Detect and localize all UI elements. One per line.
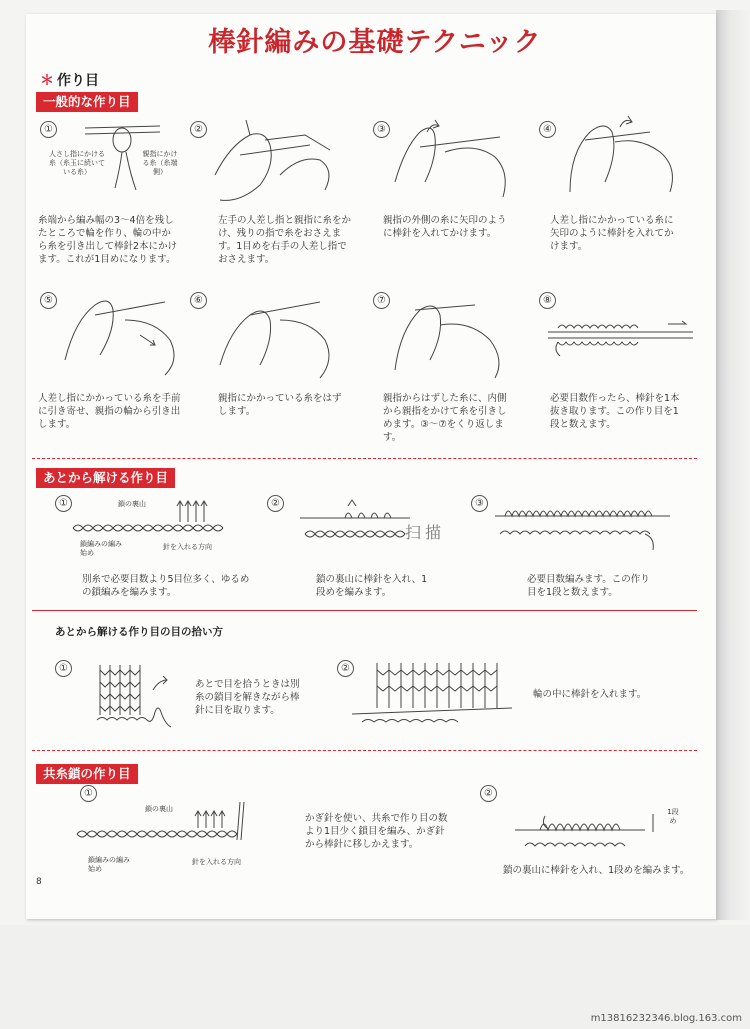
label-needle-direction: 針を入れる方向 bbox=[163, 543, 212, 551]
step-text: 別糸で必要目数より5目位多く、ゆるめの鎖編みを編みます。 bbox=[82, 574, 250, 598]
illustration-pickup-1 bbox=[95, 660, 185, 740]
step-number: ② bbox=[480, 785, 497, 802]
step-number: ⑥ bbox=[190, 292, 207, 309]
step-number: ① bbox=[55, 660, 72, 677]
scan-stamp: 扫描 bbox=[405, 523, 446, 542]
section-heading: ＊ 作り目 bbox=[40, 73, 99, 89]
step-number: ⑤ bbox=[40, 292, 57, 309]
step-text: 鎖の裏山に棒針を入れ、1段めを編みます。 bbox=[316, 574, 428, 598]
illustration-step-4 bbox=[560, 112, 690, 207]
illustration-step-3 bbox=[385, 112, 515, 207]
step-text: 鎖の裏山に棒針を入れ、1段めを編みます。 bbox=[503, 865, 690, 876]
step-text: あとで目を拾うときは別糸の鎖目を解きながら棒針に目を取ります。 bbox=[195, 679, 300, 716]
step-text: 輪の中に棒針を入れます。 bbox=[533, 689, 647, 700]
label-chain-start: 鎖編みの編み始め bbox=[80, 540, 122, 557]
step-text: 左手の人差し指と親指に糸をかけ、残りの指で糸をおさえます。1目めを右手の人差し指でおさえます。 bbox=[218, 215, 352, 265]
illustration-removable-3 bbox=[495, 498, 675, 553]
step-text: 親指にかかっている糸をはずします。 bbox=[218, 393, 342, 417]
asterisk-icon: ＊ bbox=[40, 73, 54, 89]
label-needle-direction: 針を入れる方向 bbox=[192, 858, 241, 866]
step-text: 必要目数編みます。この作り目を1段と数えます。 bbox=[527, 574, 650, 598]
page-number: 8 bbox=[36, 877, 42, 887]
page-title: 棒針編みの基礎テクニック bbox=[208, 27, 542, 58]
step-text: 人差し指にかかっている糸を手前に引き寄せ、親指の輪から引き出します。 bbox=[38, 393, 181, 430]
label-row-1: 1段め bbox=[667, 808, 679, 825]
step-number: ③ bbox=[373, 121, 390, 138]
step-text: 人差し指にかかっている糸に矢印のように棒針を入れてかけます。 bbox=[550, 215, 674, 252]
step-text: 糸端から編み幅の3〜4倍を残したところで輪を作り、輪の中から糸を引き出して棒針2本にかけます。これが1目めになります。 bbox=[38, 215, 178, 265]
watermark-text: m13816232346.blog.163.com bbox=[590, 1013, 742, 1024]
illustration-removable-1 bbox=[68, 500, 238, 545]
divider bbox=[32, 458, 697, 459]
label-urayama: 鎖の裏山 bbox=[145, 805, 173, 813]
yarn-label-index: 人さし指にかける糸（糸玉に続いている糸） bbox=[49, 150, 105, 176]
illustration-step-5 bbox=[55, 290, 185, 380]
step-number: ② bbox=[337, 660, 354, 677]
illustration-step-6 bbox=[215, 290, 345, 380]
step-number: ① bbox=[40, 121, 57, 138]
step-text: 必要目数作ったら、棒針を1本抜き取ります。この作り目を1段と数えます。 bbox=[550, 393, 680, 430]
label-urayama: 鎖の裏山 bbox=[118, 500, 146, 508]
step-number: ① bbox=[80, 785, 97, 802]
illustration-pickup-2 bbox=[352, 658, 532, 733]
divider bbox=[32, 750, 697, 751]
step-text: かぎ針を使い、共糸で作り目の数より1目少く鎖目を編み、かぎ針から棒針に移しかえます。 bbox=[305, 813, 448, 850]
pickup-heading: あとから解ける作り目の目の拾い方 bbox=[55, 626, 223, 638]
label-removable-cast-on: あとから解ける作り目 bbox=[36, 468, 175, 488]
label-kyoito-chain: 共糸鎖の作り目 bbox=[36, 764, 138, 784]
step-number: ② bbox=[267, 495, 284, 512]
step-number: ⑦ bbox=[373, 292, 390, 309]
step-text: 親指の外側の糸に矢印のように棒針を入れてかけます。 bbox=[383, 215, 507, 239]
step-number: ① bbox=[55, 495, 72, 512]
page-edge-shadow bbox=[716, 10, 750, 920]
step-number: ⑧ bbox=[539, 292, 556, 309]
step-number: ② bbox=[190, 121, 207, 138]
illustration-step-2 bbox=[210, 115, 340, 205]
yarn-label-thumb: 親指にかける糸（糸端側） bbox=[142, 150, 178, 176]
step-number: ④ bbox=[539, 121, 556, 138]
label-chain-start: 鎖編みの編み始め bbox=[88, 856, 130, 873]
label-general-cast-on: 一般的な作り目 bbox=[36, 92, 138, 112]
divider bbox=[32, 610, 697, 611]
illustration-step-7 bbox=[385, 290, 515, 380]
illustration-step-8 bbox=[548, 320, 698, 360]
step-text: 親指からはずした糸に、内側から親指をかけて糸を引きしめます。③〜⑦をくり返します。 bbox=[383, 393, 507, 443]
illustration-kyoito-2 bbox=[515, 808, 665, 858]
step-number: ③ bbox=[471, 495, 488, 512]
